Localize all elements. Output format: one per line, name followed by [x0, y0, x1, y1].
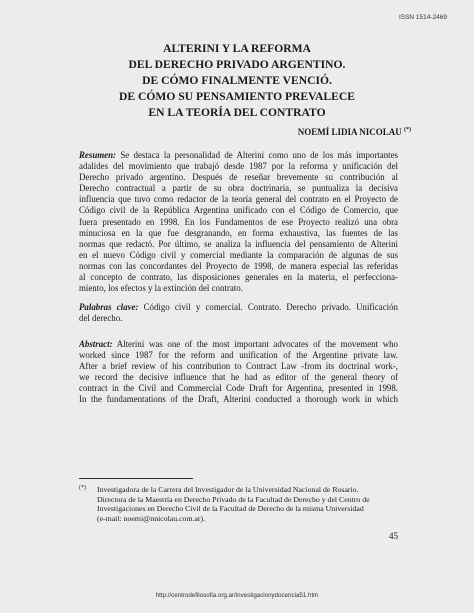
title-line: DE CÓMO SU PENSAMIENTO PREVALECE: [119, 90, 355, 103]
paragraph-line: Código civil de la República Argentina unificado con el Código de Comercio, que: [79, 205, 398, 216]
paragraph-line: worked since 1987 for the reform and unification of the Argentine private law.: [79, 350, 398, 361]
paragraph-line: Derecho privado argentino. Después de reseñar brevemente su contribución al: [79, 172, 398, 183]
title-line: ALTERINI Y LA REFORMA: [163, 42, 311, 55]
paragraph-line: Palabras clave: Código civil y comercial. Contrato. Derecho privado. Unificación: [79, 302, 398, 312]
paragraph-line: del derecho.: [79, 313, 123, 324]
abstract-paragraph: [79, 339, 398, 406]
footnote-line: Investigaciones en Derecho Civil de la Facultad de Derecho de la misma Universidad: [97, 504, 364, 514]
footnote: [79, 485, 398, 523]
footnote-line: Directora de la Maestría en Derecho Privado de la Facultad de Derecho y del Centro de: [97, 494, 370, 504]
page-number: 45: [389, 531, 398, 541]
paragraph-line: Derecho contractual a partir de su obra doctrinaria, se puntualiza la decisiva: [79, 183, 398, 194]
footnote-divider: [79, 478, 193, 479]
paragraph-line: normas con las concordantes del Proyecto de 1998, de manera especial las referidas: [79, 260, 398, 271]
paragraph-line: minuciosa en la que fue desgranando, en forma exhaustiva, las fuentes de las: [79, 227, 398, 238]
paragraph-line: contract in the Civil and Commercial Code Draft for Argentina, presented in 1998.: [79, 383, 398, 394]
abstract-label: Abstract:: [79, 339, 113, 349]
keywords-label: Palabras clave:: [79, 302, 139, 312]
keywords-paragraph: [79, 302, 398, 324]
resumen-paragraph: [79, 150, 398, 294]
author-byline: [298, 127, 411, 137]
footnote-line: Investigadora de la Carrera del Investigador de la Universidad Nacional de Rosario.: [97, 485, 359, 494]
title-line: EN LA TEORÍA DEL CONTRATO: [148, 106, 326, 119]
resumen-label: Resumen:: [79, 150, 116, 160]
paragraph-line: al concepto de contrato, las disposiciones generales en la materia, el perfecciona-: [79, 272, 398, 283]
footnote-marker[interactable]: (*): [404, 127, 411, 133]
footnote-mark: (*): [79, 485, 86, 491]
paragraph-line: influencia que tuvo como redactor de la teoría general del contrato en el Proyecto de: [79, 194, 398, 205]
paragraph-line: miento, los efectos y la extinción del contrato.: [79, 283, 243, 294]
paragraph-line: normas que redactó. Por último, se analiza la influencia del pensamiento de Alterini: [79, 238, 398, 249]
paragraph-line: In the fundamentations of the Draft, Alterini conducted a thorough work in which: [79, 394, 398, 405]
paragraph-line: Resumen: Se destaca la personalidad de Alterini como uno de los más importantes: [79, 150, 398, 160]
paragraph-line: en el nuevo Código civil y comercial mediante la comparación de algunas de sus: [79, 249, 398, 260]
title-line: DE CÓMO FINALMENTE VENCIÓ.: [142, 74, 332, 87]
title-line: DEL DERECHO PRIVADO ARGENTINO.: [128, 58, 346, 71]
paragraph-line: Abstract: Alterini was one of the most important advocates of the movement who: [79, 339, 398, 349]
paragraph-line: After a brief review of his contribution to Contract Law -from its doctrinal work-,: [79, 361, 398, 372]
footer-url[interactable]: http://centrodefilosofia.org.ar/investigacionydocencia51.htm: [155, 592, 319, 599]
paragraph-line: we record the decisive influence that he had as editor of the general theory of: [79, 372, 398, 383]
article-title: [0, 41, 474, 121]
author-name: NOEMÍ LIDIA NICOLAU: [297, 127, 402, 137]
footnote-email-line[interactable]: (e-mail: noemi@nnicolau.com.ar).: [97, 513, 206, 523]
issn-label: ISSN 1514-2469: [398, 14, 447, 21]
paragraph-line: adalides del movimiento que trabajó desde 1987 por la reforma y unificación del: [79, 161, 398, 172]
paragraph-line: fuera presentado en 1998. En los Fundamentos de ese Proyecto realizó una obra: [79, 216, 398, 227]
